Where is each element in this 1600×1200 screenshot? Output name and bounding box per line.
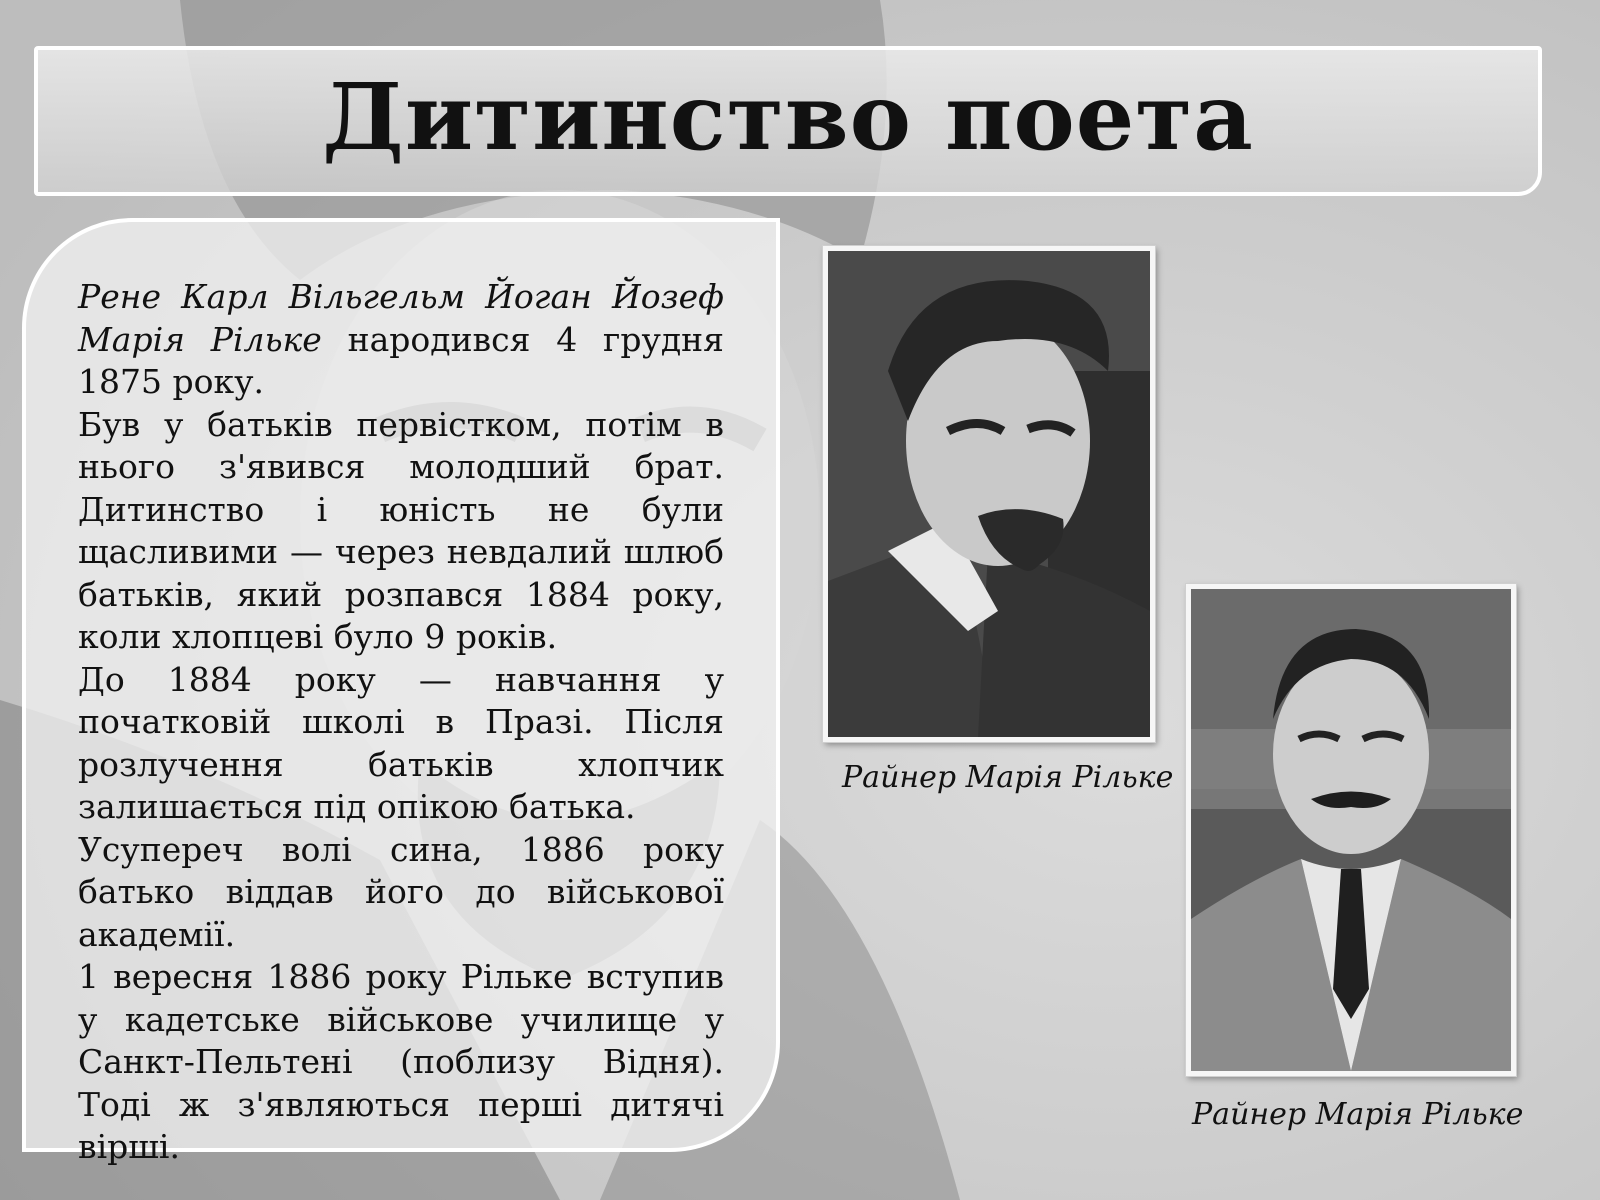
slide-title: Дитинство поета xyxy=(322,63,1254,171)
bio-paragraph-school: До 1884 року — навчання у початковій школі в Празі. Після розлучення батьків хлопчик залишається під опікою батька. xyxy=(78,659,724,826)
bio-paragraph-birth xyxy=(78,276,724,404)
birth-date-text: народився 4 грудня 1875 року. xyxy=(78,319,724,401)
portrait-photo-older xyxy=(1186,584,1516,1076)
portrait-photo-young xyxy=(823,246,1155,742)
photo-caption-2: Райнер Марія Рільке xyxy=(1192,1097,1524,1132)
biography-panel xyxy=(22,218,780,1166)
photo-caption-1: Райнер Марія Рільке xyxy=(842,760,1174,795)
full-name: Рене Карл Вільгельм Йоган Йозеф Марія Рільке xyxy=(78,277,724,359)
bio-paragraph-academy: Усупереч волі сина, 1886 року батько віддав його до військової академії. xyxy=(78,829,724,954)
title-banner xyxy=(34,46,1542,196)
biography-text xyxy=(78,276,724,1169)
bio-paragraph-family: Був у батьків первістком, потім в нього з'явився молодший брат. Дитинство і юність не були щасливими — через невдалий шлюб батьків, який розпався 1884 року, коли хлопцеві було 9 років. xyxy=(78,404,724,656)
bio-paragraph-cadet-school: 1 вересня 1886 року Рільке вступив у кадетське військове училище у Санкт-Пельтені (поблизу Відня). Тоді ж з'являються перші дитячі вірші. xyxy=(78,957,724,1166)
